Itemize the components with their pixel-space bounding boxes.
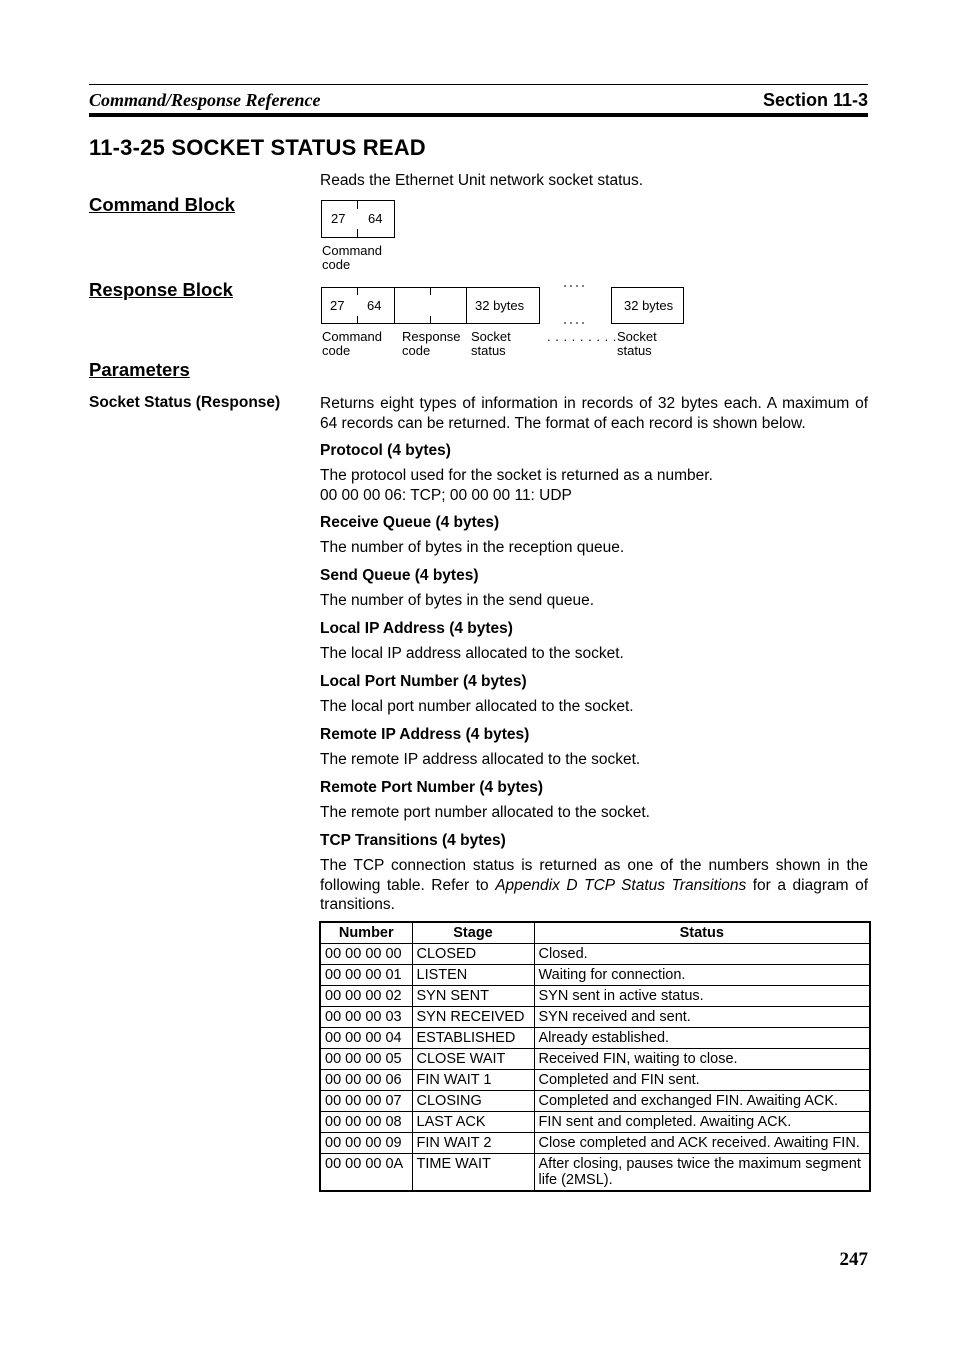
- header-chapter-title: Command/Response Reference: [89, 90, 321, 110]
- response-code-label: [402, 330, 461, 358]
- desc-line: 00 00 00 06: TCP; 00 00 00 11: UDP: [320, 486, 572, 504]
- response-command-code-label: [322, 330, 382, 358]
- status-cell: Waiting for connection.: [534, 965, 870, 986]
- status-cell: Closed.: [534, 944, 870, 965]
- field-desc-protocol: [320, 466, 868, 505]
- field-desc-remote-port: The remote port number allocated to the socket.: [320, 804, 650, 821]
- column-header-number: Number: [320, 922, 412, 944]
- label-line: Response: [402, 329, 461, 344]
- page-number: 247: [839, 1249, 868, 1270]
- number-cell: 00 00 00 03: [320, 1007, 412, 1028]
- table-row: [320, 1154, 870, 1192]
- field-name-remote-ip: Remote IP Address (4 bytes): [320, 726, 530, 743]
- stage-cell: FIN WAIT 1: [412, 1070, 534, 1091]
- table-row: [320, 1070, 870, 1091]
- command-code-label: Command code: [322, 243, 382, 272]
- number-cell: 00 00 00 00: [320, 944, 412, 965]
- number-cell: 00 00 00 09: [320, 1133, 412, 1154]
- number-cell: 00 00 00 02: [320, 986, 412, 1007]
- table-row: [320, 1049, 870, 1070]
- table-row: [320, 1091, 870, 1112]
- field-name-send-queue: Send Queue (4 bytes): [320, 567, 479, 584]
- socket-status-1-label: [471, 330, 511, 358]
- label-line: status: [471, 343, 506, 358]
- intro-text: Reads the Ethernet Unit network socket status.: [320, 172, 644, 189]
- number-cell: 00 00 00 07: [320, 1091, 412, 1112]
- table-header-row: [320, 922, 870, 944]
- header-section-number: Section 11-3: [762, 90, 868, 110]
- stage-cell: FIN WAIT 2: [412, 1133, 534, 1154]
- table-row: [320, 986, 870, 1007]
- label-line: code: [402, 343, 431, 358]
- number-cell: 00 00 00 0A: [320, 1154, 412, 1192]
- tcp-text-pre: The TCP connection status is returned as one of the numbers shown in the following table. Refer to: [320, 857, 868, 894]
- byte-divider: [357, 316, 358, 324]
- header-bottom-rule: [89, 113, 868, 117]
- label-line: Command: [322, 329, 382, 344]
- byte-divider: [430, 287, 431, 295]
- command-block-heading: Command Block: [89, 194, 235, 215]
- header-top-rule: [89, 84, 868, 85]
- stage-cell: LISTEN: [412, 965, 534, 986]
- socket-status-1-size: 32 bytes: [475, 298, 525, 313]
- table-row: [320, 1007, 870, 1028]
- tcp-status-table: [319, 921, 871, 1192]
- response-command-byte-1: 27: [330, 298, 345, 313]
- status-cell: Close completed and ACK received. Awaiting FIN.: [534, 1133, 870, 1154]
- socket-status-2-size: 32 bytes: [624, 298, 674, 313]
- table-row: [320, 965, 870, 986]
- field-name-receive-queue: Receive Queue (4 bytes): [320, 514, 500, 531]
- number-cell: 00 00 00 06: [320, 1070, 412, 1091]
- status-cell: Received FIN, waiting to close.: [534, 1049, 870, 1070]
- table-row: [320, 1028, 870, 1049]
- stage-cell: CLOSE WAIT: [412, 1049, 534, 1070]
- field-desc-receive-queue: The number of bytes in the reception queue.: [320, 539, 625, 556]
- field-name-tcp-transitions: TCP Transitions (4 bytes): [320, 832, 506, 849]
- field-divider: [394, 287, 395, 324]
- number-cell: 00 00 00 05: [320, 1049, 412, 1070]
- parameters-heading: Parameters: [89, 359, 190, 380]
- byte-divider: [357, 200, 358, 209]
- page-title: 11-3-25 SOCKET STATUS READ: [89, 135, 426, 160]
- field-name-local-ip: Local IP Address (4 bytes): [320, 620, 513, 637]
- number-cell: 00 00 00 01: [320, 965, 412, 986]
- status-cell: Completed and exchanged FIN. Awaiting ACK.: [534, 1091, 870, 1112]
- byte-divider: [430, 316, 431, 324]
- table-row: [320, 944, 870, 965]
- socket-status-2-label: [617, 330, 657, 358]
- field-desc-local-ip: The local IP address allocated to the socket.: [320, 645, 624, 662]
- stage-cell: SYN RECEIVED: [412, 1007, 534, 1028]
- status-cell: Completed and FIN sent.: [534, 1070, 870, 1091]
- number-cell: 00 00 00 08: [320, 1112, 412, 1133]
- stage-cell: TIME WAIT: [412, 1154, 534, 1192]
- socket-status-subheading: Socket Status (Response): [89, 394, 281, 411]
- stage-cell: ESTABLISHED: [412, 1028, 534, 1049]
- response-command-byte-2: 64: [367, 298, 382, 313]
- dots-label: . . . . . . . . .: [547, 329, 617, 344]
- table-row: [320, 1133, 870, 1154]
- desc-line: The protocol used for the socket is returned as a number.: [320, 467, 713, 484]
- label-line: status: [617, 343, 652, 358]
- appendix-reference: Appendix D TCP Status Transitions: [495, 876, 747, 894]
- table-row: [320, 1112, 870, 1133]
- status-cell: SYN sent in active status.: [534, 986, 870, 1007]
- socket-status-description: Returns eight types of information in records of 32 bytes each. A maximum of 64 records can be returned. The format of each record is shown below.: [320, 395, 868, 432]
- field-name-local-port: Local Port Number (4 bytes): [320, 673, 527, 690]
- socket-status-1-box: [466, 287, 540, 324]
- tcp-text-post: for a diagram of transitions.: [320, 876, 868, 913]
- stage-cell: SYN SENT: [412, 986, 534, 1007]
- field-name-remote-port: Remote Port Number (4 bytes): [320, 779, 544, 796]
- stage-cell: LAST ACK: [412, 1112, 534, 1133]
- byte-divider: [357, 287, 358, 295]
- field-desc-tcp-transitions: [320, 856, 868, 915]
- column-header-stage: Stage: [412, 922, 534, 944]
- status-cell: Already established.: [534, 1028, 870, 1049]
- status-cell: FIN sent and completed. Awaiting ACK.: [534, 1112, 870, 1133]
- command-code-byte-1: 27: [331, 211, 346, 226]
- response-block-heading: Response Block: [89, 279, 233, 300]
- label-line: Socket: [471, 329, 511, 344]
- label-line: Socket: [617, 329, 657, 344]
- status-cell: After closing, pauses twice the maximum segment life (2MSL).: [534, 1154, 870, 1192]
- label-line: code: [322, 343, 351, 358]
- status-cell: SYN received and sent.: [534, 1007, 870, 1028]
- continuation-break: [540, 282, 612, 328]
- stage-cell: CLOSING: [412, 1091, 534, 1112]
- command-code-byte-2: 64: [368, 211, 383, 226]
- field-desc-remote-ip: The remote IP address allocated to the socket.: [320, 751, 641, 768]
- field-desc-local-port: The local port number allocated to the socket.: [320, 698, 634, 715]
- field-desc-send-queue: The number of bytes in the send queue.: [320, 592, 595, 609]
- field-name-protocol: Protocol (4 bytes): [320, 442, 451, 459]
- byte-divider: [357, 229, 358, 238]
- stage-cell: CLOSED: [412, 944, 534, 965]
- column-header-status: Status: [534, 922, 870, 944]
- number-cell: 00 00 00 04: [320, 1028, 412, 1049]
